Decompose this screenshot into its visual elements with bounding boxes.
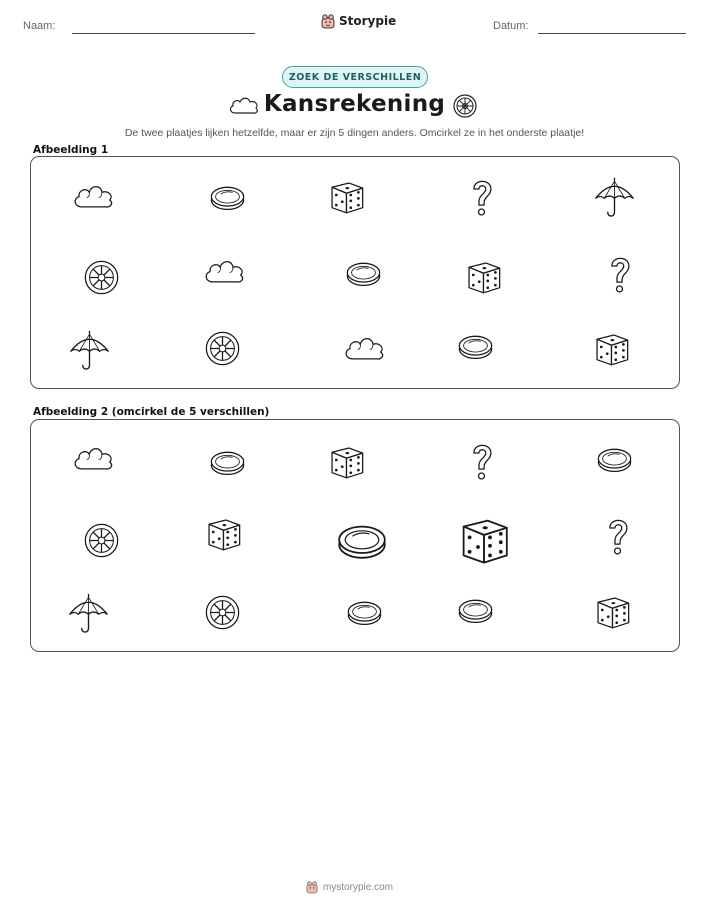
dice-icon[interactable] xyxy=(321,437,372,488)
name-line[interactable] xyxy=(72,33,255,34)
coin-icon xyxy=(338,248,389,299)
cloud-icon[interactable] xyxy=(68,434,119,485)
date-line[interactable] xyxy=(538,33,686,34)
question-mark-icon xyxy=(456,172,507,223)
cloud-icon xyxy=(339,324,390,375)
cloud-icon xyxy=(68,172,119,223)
footer-mascot-icon xyxy=(306,880,318,894)
brand-name: Storypie xyxy=(339,14,397,28)
cloud-icon xyxy=(199,247,250,298)
instructions: De twee plaatjes lijken hetzelfde, maar er zijn 5 dingen anders. Omcirkel ze in het onderste plaatje! xyxy=(124,127,585,139)
footer xyxy=(306,880,393,894)
dice-icon[interactable] xyxy=(448,505,520,577)
dice-icon[interactable] xyxy=(587,587,638,638)
footer-site: mystorypie.com xyxy=(323,881,394,893)
coin-icon[interactable] xyxy=(589,434,640,485)
dice-icon[interactable] xyxy=(198,509,249,560)
wheel-icon xyxy=(76,252,127,303)
wheel-icon[interactable] xyxy=(197,587,248,638)
picture2-label: Afbeelding 2 (omcirkel de 5 verschillen) xyxy=(33,406,270,418)
umbrella-icon[interactable] xyxy=(63,587,114,638)
activity-badge: ZOEK DE VERSCHILLEN xyxy=(282,66,428,88)
name-label: Naam: xyxy=(23,20,56,32)
wheel-icon[interactable] xyxy=(76,515,127,566)
mascot-icon xyxy=(321,13,335,29)
coin-icon xyxy=(450,321,501,372)
title-wheel-icon xyxy=(453,94,477,118)
coin-icon[interactable] xyxy=(202,437,253,488)
question-mark-icon[interactable] xyxy=(456,436,507,487)
umbrella-icon xyxy=(589,171,640,222)
question-mark-icon[interactable] xyxy=(592,511,643,562)
coin-icon[interactable] xyxy=(339,587,390,638)
question-mark-icon xyxy=(594,249,645,300)
coin-icon[interactable] xyxy=(450,585,501,636)
page-title: Kansrekening xyxy=(263,91,446,117)
date-label: Datum: xyxy=(493,20,529,32)
wheel-icon xyxy=(197,323,248,374)
umbrella-icon xyxy=(64,324,115,375)
coin-icon xyxy=(202,172,253,223)
coin-icon[interactable] xyxy=(326,505,398,577)
dice-icon xyxy=(586,324,637,375)
brand-logo xyxy=(321,13,396,29)
dice-icon xyxy=(458,252,509,303)
picture1-label: Afbeelding 1 xyxy=(33,144,109,156)
dice-icon xyxy=(321,172,372,223)
